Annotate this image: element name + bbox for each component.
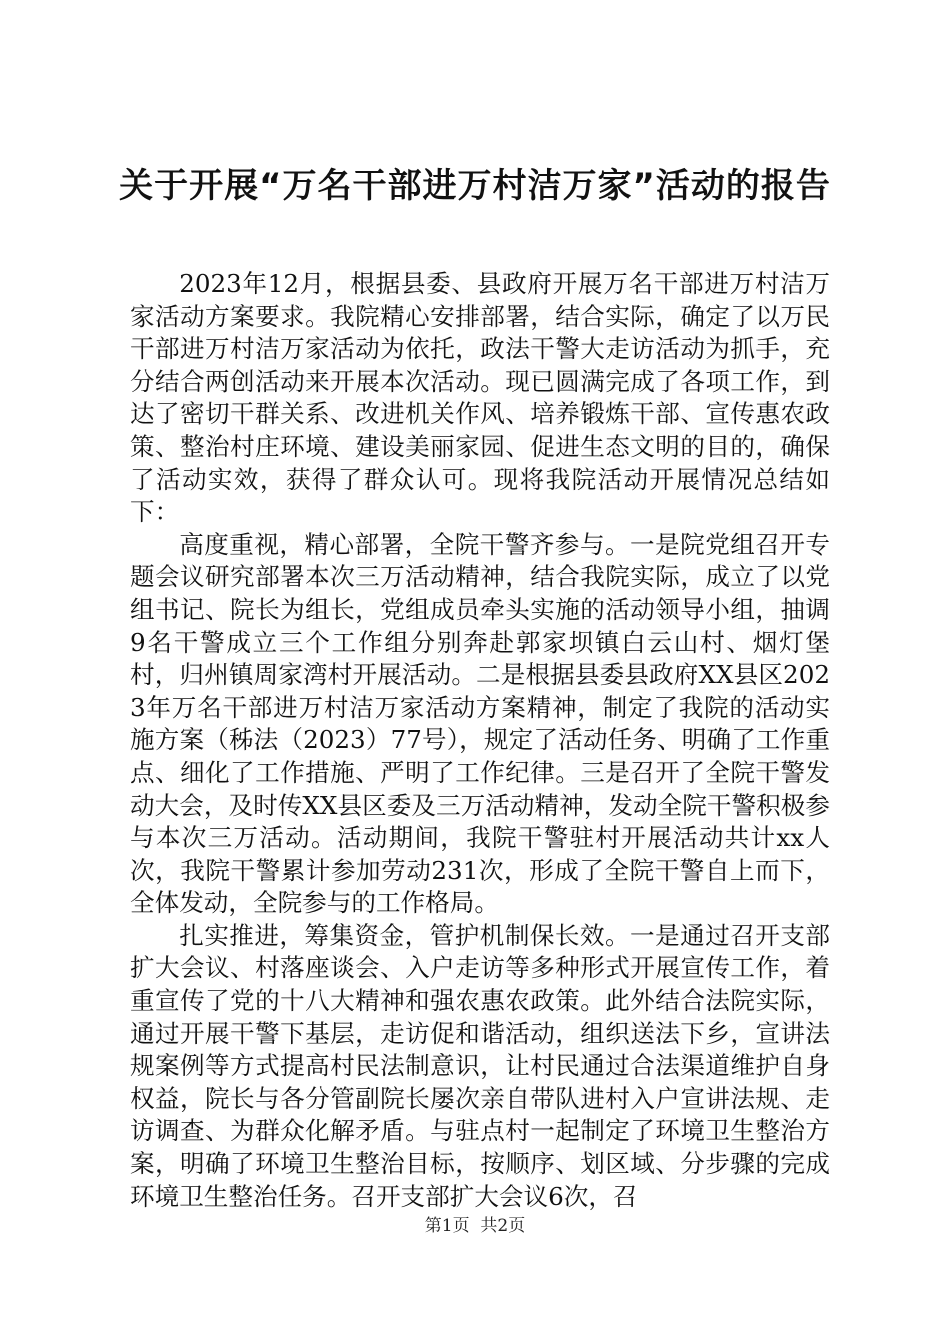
document-title: 关于开展“万名干部进万村洁万家”活动的报告 [119, 166, 831, 206]
footer-spacer [470, 1216, 481, 1236]
paragraph-implementation: 扎实推进，筹集资金，管护机制保长效。一是通过召开支部扩大会议、村落座谈会、入户走访等多种形式开展宣传工作，着重宣传了党的十八大精神和强农惠农政策。此外结合法院实际，通过开展干警下基层，走访促和谐活动，组织送法下乡，宣讲法规案例等方式提高村民法制意识，让村民通过合法渠道维护自身权益，院长与各分管副院长屡次亲自带队进村入户宣讲法规、走访调查、为群众化解矛盾。与驻点村一起制定了环境卫生整治方案，明确了环境卫生整治目标，按顺序、划区域、分步骤的完成环境卫生整治任务。召开支部扩大会议6次，召 [130, 920, 830, 1211]
page-total: 共2页 [480, 1216, 526, 1236]
page-number: 第1页 [424, 1216, 470, 1236]
document-body [130, 268, 830, 1213]
paragraph-intro: 2023年12月，根据县委、县政府开展万名干部进万村洁万家活动方案要求。我院精心安排部署，结合实际，确定了以万民干部进万村洁万家活动为依托，政法干警大走访活动为抓手，充分结合两创活动来开展本次活动。现已圆满完成了各项工作，到达了密切干群关系、改进机关作风、培养锻炼干部、宣传惠农政策、整治村庄环境、建设美丽家园、促进生态文明的目的，确保了活动实效，获得了群众认可。现将我院活动开展情况总结如下： [130, 269, 830, 527]
page-footer [0, 1214, 950, 1238]
paragraph-deployment: 高度重视，精心部署，全院干警齐参与。一是院党组召开专题会议研究部署本次三万活动精神，结合我院实际，成立了以党组书记、院长为组长，党组成员牵头实施的活动领导小组，抽调9名干警成立三个工作组分别奔赴郭家坝镇白云山村、烟灯堡村，归州镇周家湾村开展活动。二是根据县委县政府XX县区2023年万名干部进万村洁万家活动方案精神，制定了我院的活动实施方案（秭法（2023）77号），规定了活动任务、明确了工作重点、细化了工作措施、严明了工作纪律。三是召开了全院干警发动大会，及时传XX县区委及三万活动精神，发动全院干警积极参与本次三万活动。活动期间，我院干警驻村开展活动共计xx人次，我院干警累计参加劳动231次，形成了全院干警自上而下，全体发动，全院参与的工作格局。 [130, 529, 830, 918]
